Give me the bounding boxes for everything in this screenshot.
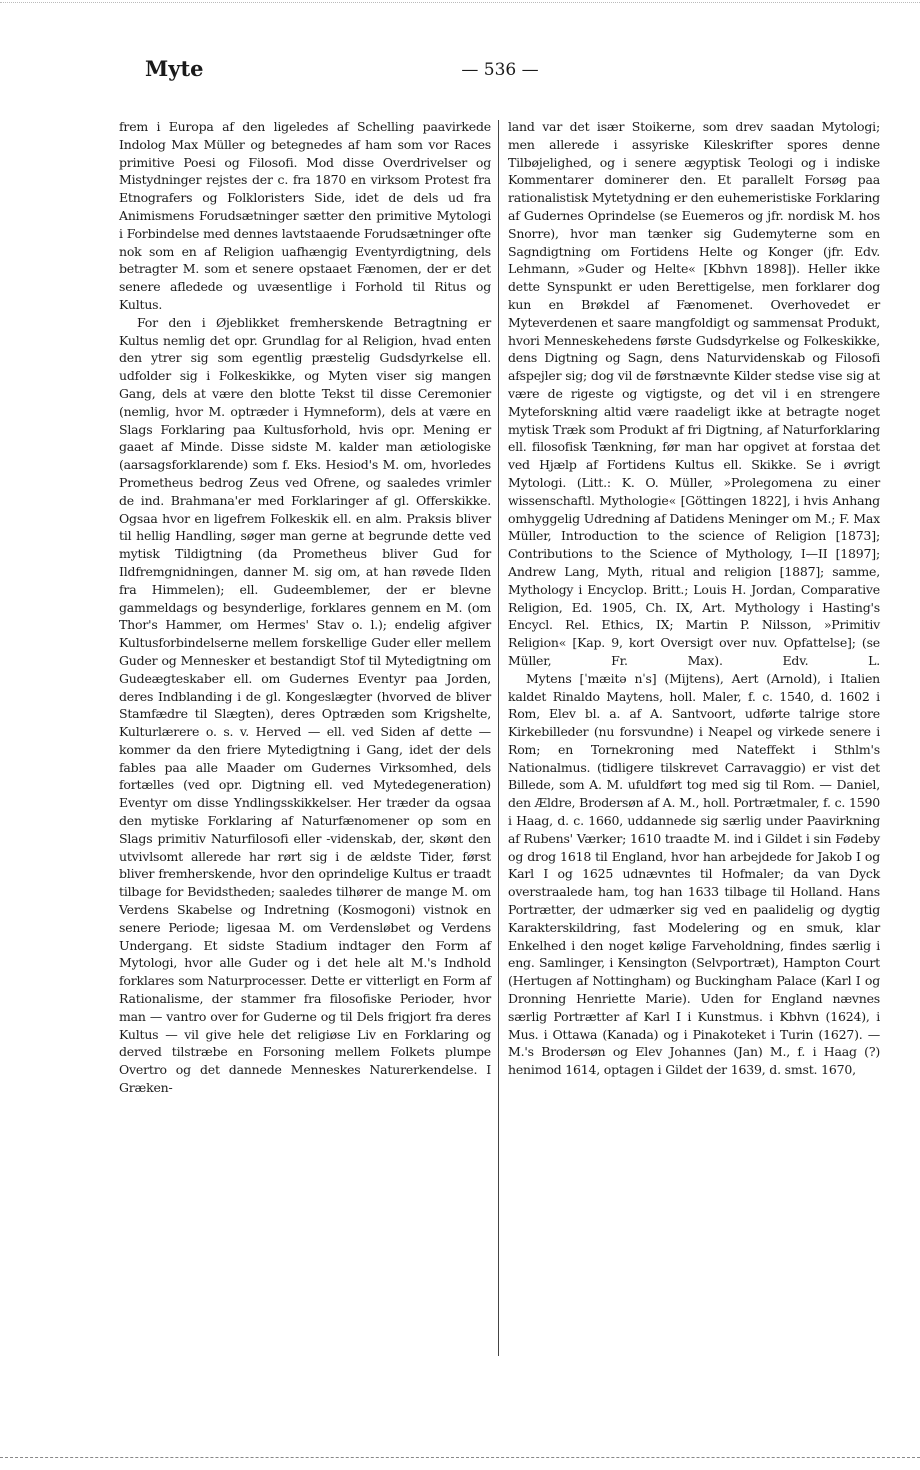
right-column xyxy=(508,118,880,1079)
scan-top-edge xyxy=(0,2,920,3)
left-paragraph-2: For den i Øjeblikket fremherskende Betragtning er Kultus nemlig det opr. Grundlag for al Religion, hvad enten den ytrer sig som egentlig præstelig Gudsdyrkelse ell. udfolder sig i Folkeskikke, og Myten viser sig mangen Gang, dels at være den blotte Tekst til disse Ceremonier (nemlig, hvor M. optræder i Hymneform), dels at være en Slags Forklaring paa Kultusforhold, hvis opr. Mening er gaaet af Minde. Disse sidste M. kalder man ætiologiske (aarsagsforklarende) som f. Eks. Hesiod's M. om, hvorledes Prometheus bedrog Zeus ved Ofrene, og saaledes vrimler de ind. Brahmana'er med Forklaringer af gl. Offerskikke. Ogsaa hvor en ligefrem Folkeskik ell. en alm. Praksis bliver til hellig Handling, søger man gerne at begrunde dette ved mytisk Tildigtning (da Prometheus bliver Gud for Ildfremgnidningen, danner M. sig om, at han røvede Ilden fra Himmelen); ell. Gudeemblemer, der er blevne gammeldags og besynderlige, forklares gennem en M. (om Thor's Hammer, om Hermes' Stav o. l.); endelig afgiver Kultusforbindelserne mellem forskellige Guder eller mellem Guder og Mennesker et bestandigt Stof til Mytedigtning om Gudeægteskaber ell. om Gudernes Eventyr paa Jorden, deres Indblanding i de gl. Kongeslægter (hvorved de bliver Stamfædre til Slægten), deres Optræden som Krigshelte, Kulturlærere o. s. v. Herved — ell. ved Siden af dette — kommer da den friere Mytedigtning i Gang, idet der dels fables paa alle Maader om Gudernes Virksomhed, dels fortælles (ved opr. Digtning ell. ved Mytedegeneration) Eventyr om disse Yndlingsskikkelser. Her træder da ogsaa den mytiske Forklaring af Naturfænomener op som en Slags primitiv Naturfilosofi eller -videnskab, der, skønt den utvivlsomt allerede har rørt sig i de ældste Tider, først bliver fremherskende, hvor den oprindelige Kultus er traadt tilbage for Bevidstheden; saaledes tilhører de mange M. om Verdens Skabelse og Indretning (Kosmogoni) vistnok en senere Periode; ligesaa M. om Verdensløbet og Verdens Undergang. Et sidste Stadium indtager den Form af Mytologi, hvor alle Guder og i det hele alt M.'s Indhold forklares som Naturprocesser. Dette er vitterligt en Form af Rationalisme, der stammer fra filosofiske Perioder, hvor man — vantro over for Guderne og til Dels frigjort fra deres Kultus — vil give hele det religiøse Liv en Forklaring og derved tilstræbe en Forsoning mellem Folkets plumpe Overtro og det dannede Menneskes Naturerkendelse. I Græken- xyxy=(119,314,491,1096)
page-number: — 536 — xyxy=(461,60,539,80)
column-divider xyxy=(498,120,499,1356)
right-paragraph-mytens-entry: Mytens [ˈmæitə nˈs] (Mijtens), Aert (Arnold), i Italien kaldet Rinaldo Maytens, holl. Maler, f. c. 1540, d. 1602 i Rom, Elev bl. a. af A. Santvoort, udførte talrige store Kirkebilleder (nu forsvundne) i Neapel og virkede senere i Rom; en Tornekroning med Nateffekt i Sthlm's Nationalmus. (tidligere tilskrevet Carravaggio) er vist det Billede, som A. M. ufuldført tog med sig til Rom. — Daniel, den Ældre, Brodersøn af A. M., holl. Portrætmaler, f. c. 1590 i Haag, d. c. 1660, uddannede sig særlig under Paavirkning af Rubens' Værker; 1610 traadte M. ind i Gildet i sin Fødeby og drog 1618 til England, hvor han arbejdede for Jakob I og Karl I og 1625 udnævntes til Hofmaler; da van Dyck overstraalede ham, tog han 1633 tilbage til Holland. Hans Portrætter, der udmærker sig ved en paalidelig og dygtig Karakterskildring, fast Modelering og en smuk, klar Enkelhed i den noget kølige Farveholdning, findes særlig i eng. Samlinger, i Kensington (Selvportræt), Hampton Court (Hertugen af Nottingham) og Buckingham Palace (Karl I og Dronning Henriette Marie). Uden for England nævnes særlig Portrætter af Karl I i Kunstmus. i Kbhvn (1624), i Mus. i Ottawa (Kanada) og i Pinakoteket i Turin (1627). — M.'s Brodersøn og Elev Johannes (Jan) M., f. i Haag (?) henimod 1614, optagen i Gildet der 1639, d. smst. 1670, xyxy=(508,670,880,1078)
left-paragraph-1: frem i Europa af den ligeledes af Schelling paavirkede Indolog Max Müller og betegnedes af ham som vor Races primitive Poesi og Filosofi. Mod disse Overdrivelser og Mistydninger rejstes der c. fra 1870 en virksom Protest fra Etnografers og Folkloristers Side, idet de dels ud fra Animismens Forudsætninger sætter den primitive Mytologi i Forbindelse med dennes lavtstaaende Forudsætninger ofte nok som en af Religion uafhængig Eventyrdigtning, dels betragter M. som et senere opstaaet Fænomen, der er det senere afledede og uvæsentlige i Forhold til Ritus og Kultus. xyxy=(119,119,491,312)
right-paragraph-1: land var det især Stoikerne, som drev saadan Mytologi; men allerede i assyriske Kileskrifter spores denne Tilbøjelighed, og i senere ægyptisk Teologi og i indiske Kommentarer dominerer den. Et parallelt Forsøg paa rationalistisk Mytetydning er den euhemeristiske Forklaring af Gudernes Oprindelse (se Euemeros og jfr. nordisk M. hos Snorre), hvor man tænker sig Gudemyterne som en Sagndigtning om Fortidens Helte og Konger (jfr. Edv. Lehmann, »Guder og Helte« [Kbhvn 1898]). Heller ikke dette Synspunkt er uden Berettigelse, men forklarer dog kun en Brøkdel af Fænomenet. Overhovedet er Myteverdenen et saare mangfoldigt og sammensat Produkt, hvori Menneskehedens første Gudsdyrkelse og Folkeskikke, dens Digtning og Sagn, dens Naturvidenskab og Filosofi afspejler sig; dog vil de førstnævnte Kilder stedse vise sig at være de rigeste og vigtigste, og det vil i en strengere Myteforskning altid være raadeligt ikke at betragte noget mytisk Træk som Produkt af fri Digtning, af Naturforklaring ell. filosofisk Tænkning, før man har opgivet at forstaa det ved Hjælp af Fortidens Kultus ell. Skikke. Se i øvrigt Mytologi. (Litt.: K. O. Müller, »Prolegomena zu einer wissenschaftl. Mythologie« [Göttingen 1822], i hvis Anhang omhyggelig Udredning af Datidens Meninger om M.; F. Max Müller, Introduction to the science of Religion [1873]; Contributions to the Science of Mythology, I—II [1897]; Andrew Lang, Myth, ritual and religion [1887]; samme, Mythology i Encyclop. Britt.; Louis H. Jordan, Comparative Religion, Ed. 1905, Ch. IX, Art. Mythology i Hasting's Encycl. Rel. Ethics, IX; Martin P. Nilsson, »Primitiv Religion« [Kap. 9, kort Oversigt over nuv. Opfattelse]; (se Müller, Fr. Max). Edv. L. xyxy=(508,119,880,668)
left-column xyxy=(119,118,491,1097)
page-header-title: Myte xyxy=(145,56,204,81)
scan-bottom-edge xyxy=(0,1457,920,1458)
